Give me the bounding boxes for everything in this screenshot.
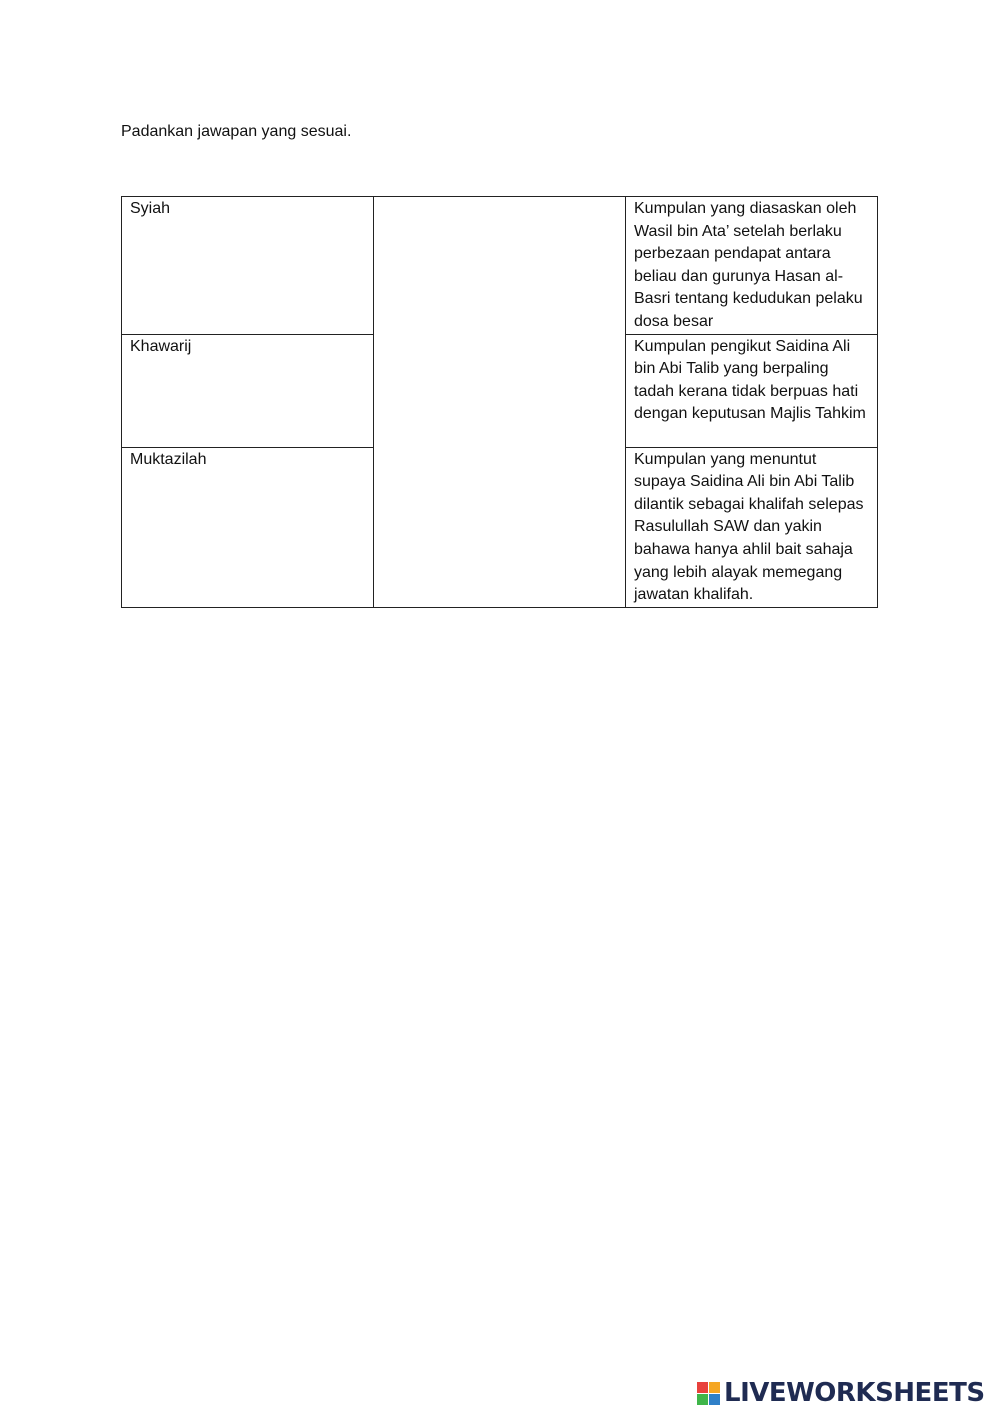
term-cell: Syiah	[122, 197, 374, 335]
logo-square	[697, 1382, 708, 1393]
logo-grid-icon	[697, 1382, 720, 1405]
logo-square	[709, 1394, 720, 1405]
liveworksheets-logo	[697, 1378, 985, 1408]
description-cell: Kumpulan pengikut Saidina Ali bin Abi Talib yang berpaling tadah kerana tidak berpuas hati dengan keputusan Majlis Tahkim	[626, 334, 878, 447]
logo-text: LIVEWORKSHEETS	[724, 1378, 985, 1408]
answer-drop-area[interactable]	[374, 197, 626, 608]
logo-square	[709, 1382, 720, 1393]
description-cell: Kumpulan yang menuntut supaya Saidina Ali bin Abi Talib dilantik sebagai khalifah selepas Rasulullah SAW dan yakin bahawa hanya ahlil bait sahaja yang lebih alayak memegang jawatan khalifah.	[626, 447, 878, 607]
table-row	[122, 197, 878, 335]
term-cell: Muktazilah	[122, 447, 374, 607]
matching-table	[121, 196, 878, 608]
instruction-text: Padankan jawapan yang sesuai.	[121, 123, 352, 140]
logo-square	[697, 1394, 708, 1405]
description-cell: Kumpulan yang diasaskan oleh Wasil bin Ata’ setelah berlaku perbezaan pendapat antara beliau dan gurunya Hasan al-Basri tentang kedudukan pelaku dosa besar	[626, 197, 878, 335]
term-cell: Khawarij	[122, 334, 374, 447]
